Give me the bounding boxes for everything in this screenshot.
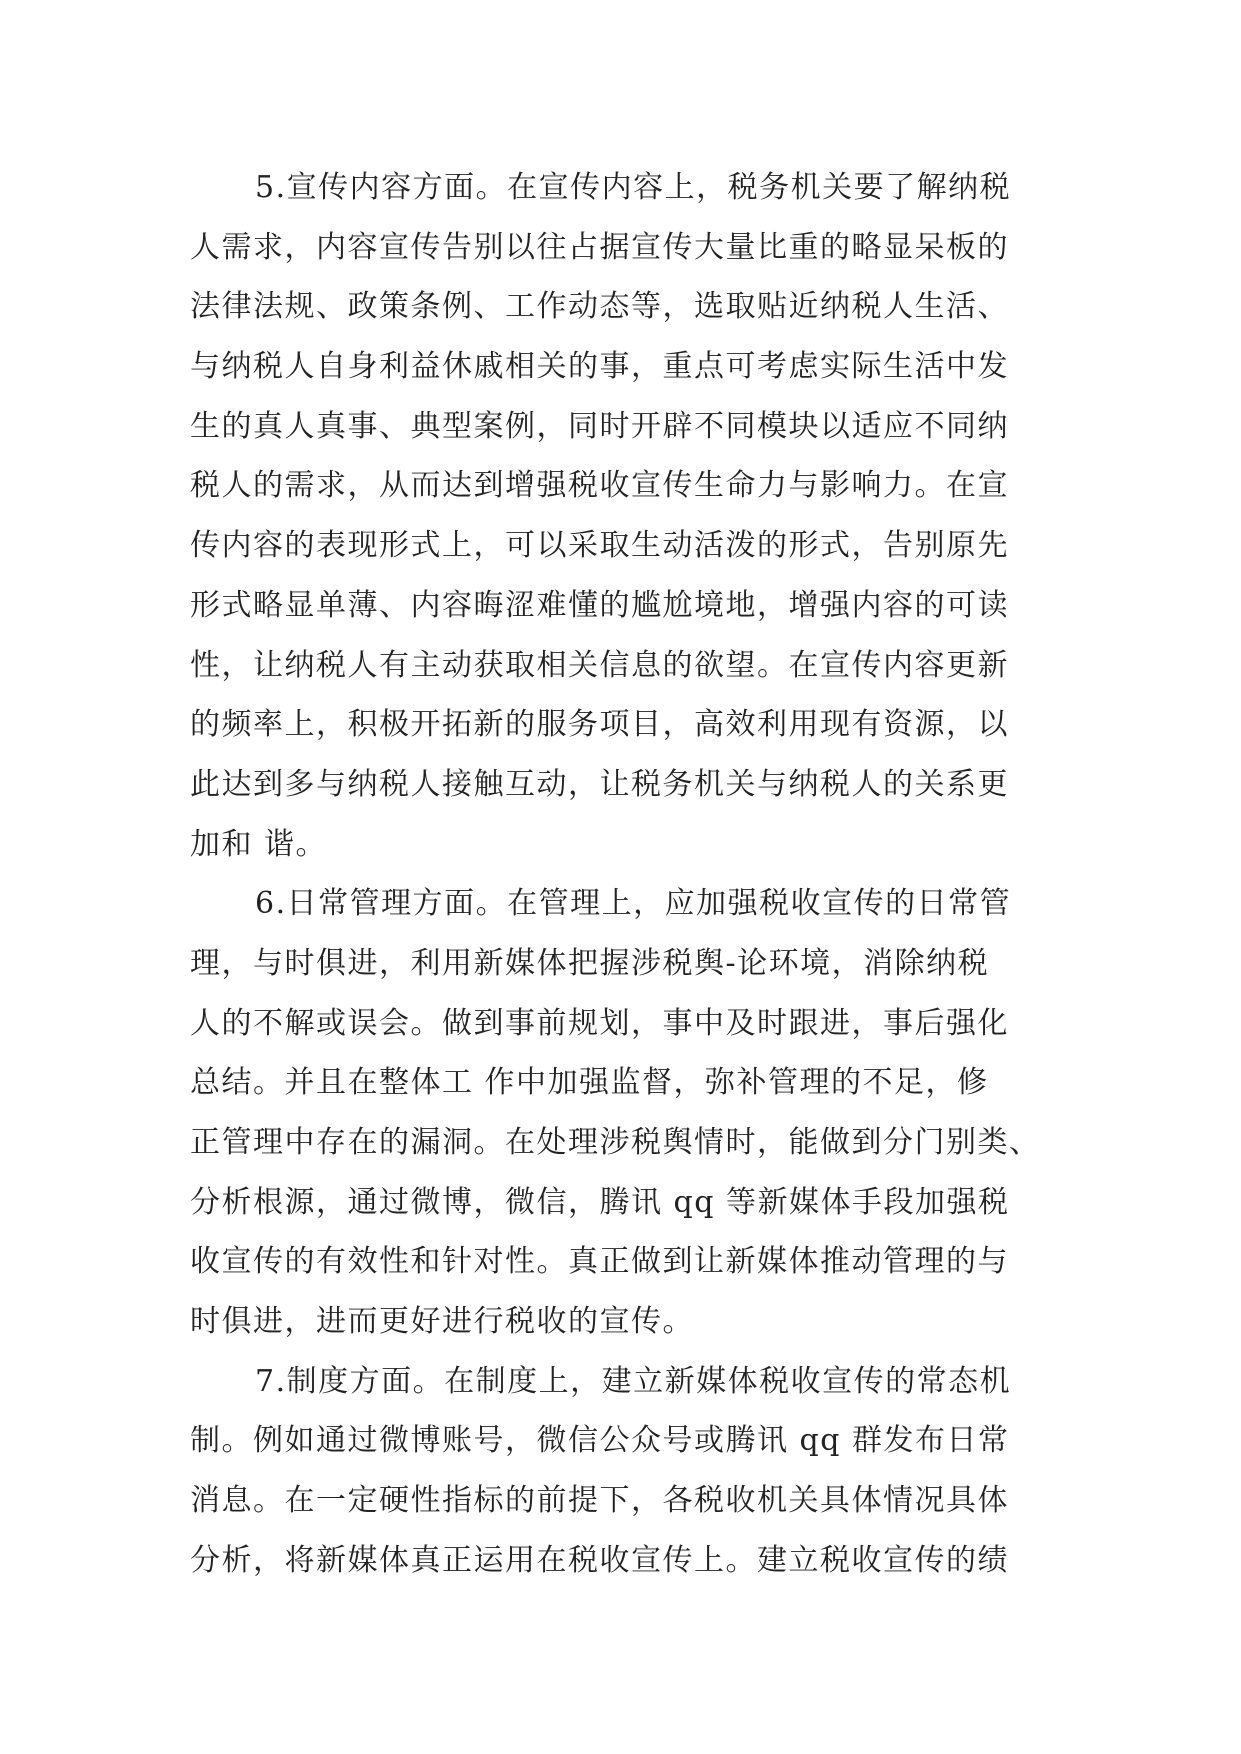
paragraph-5-line-3: 法律法规、政策条例、工作动态等，选取贴近纳税人生活、 <box>190 289 1009 325</box>
paragraph-6-line-5: 正管理中存在的漏洞。在处理涉税舆情时，能做到分门别类、 <box>190 1125 1041 1160</box>
paragraph-6-line-1: 6.日常管理方面。在管理上，应加强税收宣传的日常管 <box>255 886 1012 922</box>
paragraph-5-line-9: 性，让纳税人有主动获取相关信息的欲望。在宣传内容更新 <box>190 647 1009 683</box>
paragraph-5-line-5: 生的真人真事、典型案例，同时开辟不同模块以适应不同纳 <box>190 408 1009 444</box>
paragraph-6-line-8: 时俱进，进而更好进行税收的宣传。 <box>190 1304 694 1340</box>
body-text <box>190 158 1070 1591</box>
paragraph-5-line-11: 此达到多与纳税人接触互动，让税务机关与纳税人的关系更 <box>190 766 1009 802</box>
paragraph-5-line-6: 税人的需求，从而达到增强税收宣传生命力与影响力。在宣 <box>190 468 1009 504</box>
paragraph-6-line-6: 分析根源，通过微博，微信，腾讯 qq 等新媒体手段加强税 <box>190 1184 1010 1220</box>
paragraph-5-line-8: 形式略显单薄、内容晦涩难懂的尴尬境地，增强内容的可读 <box>190 587 1009 623</box>
paragraph-6-line-4: 总结。并且在整体工 作中加强监督，弥补管理的不足，修 <box>190 1065 989 1101</box>
paragraph-5-line-12: 加和 谐。 <box>190 826 328 862</box>
paragraph-6-line-3: 人的不解或误会。做到事前规划，事中及时跟进，事后强化 <box>190 1005 1009 1041</box>
paragraph-7-line-4: 分析，将新媒体真正运用在税收宣传上。建立税收宣传的绩 <box>190 1542 1009 1578</box>
paragraph-5-line-10: 的频率上，积极开拓新的服务项目，高效利用现有资源，以 <box>190 707 1009 743</box>
paragraph-5-line-1: 5.宣传内容方面。在宣传内容上，税务机关要了解纳税 <box>255 170 1012 205</box>
paragraph-5-line-7: 传内容的表现形式上，可以采取生动活泼的形式，告别原先 <box>190 528 1009 564</box>
paragraph-6-line-7: 收宣传的有效性和针对性。真正做到让新媒体推动管理的与 <box>190 1244 1009 1280</box>
paragraph-7-line-1: 7.制度方面。在制度上，建立新媒体税收宣传的常态机 <box>255 1363 1012 1399</box>
paragraph-5-line-4: 与纳税人自身利益休戚相关的事，重点可考虑实际生活中发 <box>190 349 1009 385</box>
paragraph-7-line-2: 制。例如通过微博账号，微信公众号或腾讯 qq 群发布日常 <box>190 1423 1010 1459</box>
paragraph-5-line-2: 人需求，内容宣传告别以往占据宣传大量比重的略显呆板的 <box>190 229 1009 265</box>
paragraph-7-line-3: 消息。在一定硬性指标的前提下，各税收机关具体情况具体 <box>190 1483 1009 1519</box>
paragraph-6-line-2: 理，与时俱进，利用新媒体把握涉税舆-论环境，消除纳税 <box>190 945 990 981</box>
